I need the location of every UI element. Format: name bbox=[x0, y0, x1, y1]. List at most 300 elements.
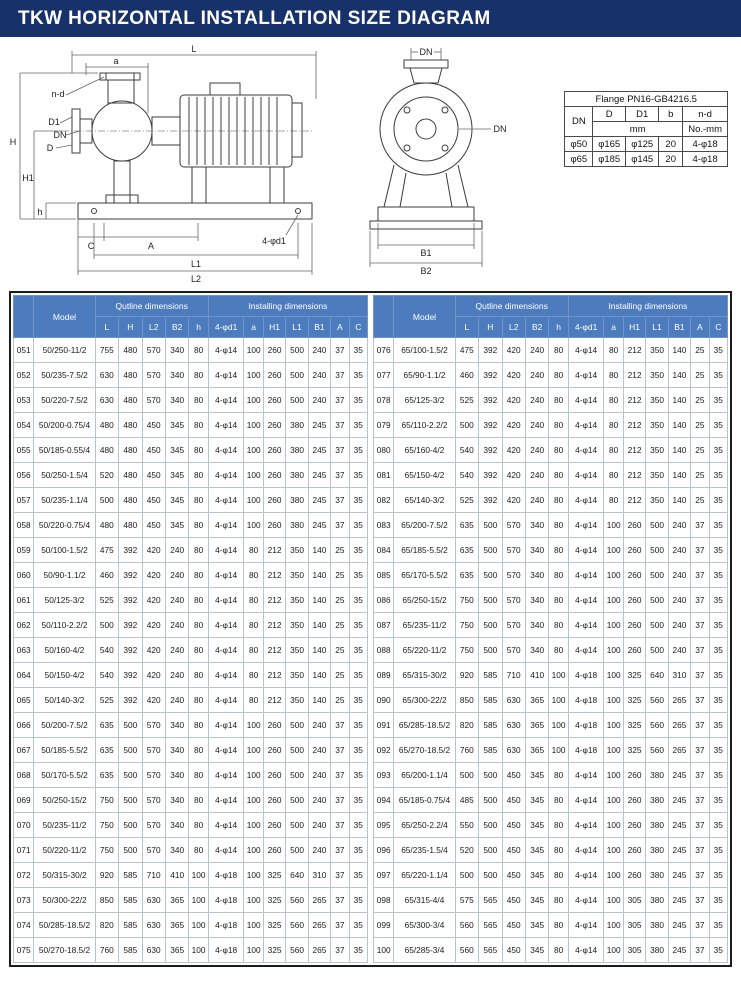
table-cell: 100 bbox=[604, 938, 623, 963]
table-cell: 4-φ18 bbox=[208, 863, 244, 888]
table-cell: 450 bbox=[142, 513, 165, 538]
table-cell: 35 bbox=[349, 938, 367, 963]
table-row bbox=[14, 488, 368, 513]
table-cell: 4-φ14 bbox=[568, 638, 604, 663]
table-cell: 090 bbox=[374, 688, 394, 713]
table-cell: 260 bbox=[263, 838, 285, 863]
table-cell: 20 bbox=[659, 137, 683, 152]
table-row bbox=[374, 738, 728, 763]
table-cell: 245 bbox=[668, 863, 690, 888]
dim-label-D: D bbox=[46, 143, 54, 153]
table-cell: 100 bbox=[244, 488, 263, 513]
table-cell: 500 bbox=[286, 813, 308, 838]
table-cell: 80 bbox=[189, 688, 208, 713]
table-cell: 65/185-5.5/2 bbox=[394, 538, 455, 563]
table-cell: 345 bbox=[525, 813, 548, 838]
table-cell: 240 bbox=[525, 438, 548, 463]
table-row bbox=[14, 713, 368, 738]
table-cell: 480 bbox=[119, 513, 142, 538]
col-header-B1: B1 bbox=[668, 317, 690, 338]
table-cell: 635 bbox=[455, 563, 478, 588]
table-cell: 099 bbox=[374, 913, 394, 938]
table-cell: 560 bbox=[286, 888, 308, 913]
table-cell: 4-φ14 bbox=[208, 588, 244, 613]
table-cell: 4-φ14 bbox=[568, 563, 604, 588]
table-cell: 37 bbox=[331, 788, 349, 813]
table-cell: 65/200-7.5/2 bbox=[394, 513, 455, 538]
table-cell: 635 bbox=[95, 763, 118, 788]
table-cell: 392 bbox=[119, 688, 142, 713]
table-cell: 570 bbox=[502, 613, 525, 638]
table-cell: 350 bbox=[286, 688, 308, 713]
table-cell: 4-φ14 bbox=[208, 688, 244, 713]
table-cell: 540 bbox=[455, 438, 478, 463]
table-cell: 65/185-0.75/4 bbox=[394, 788, 455, 813]
table-row bbox=[14, 838, 368, 863]
table-row bbox=[374, 463, 728, 488]
table-cell: 750 bbox=[95, 813, 118, 838]
table-cell: 50/90-1.1/2 bbox=[34, 563, 95, 588]
table-cell: 240 bbox=[308, 763, 330, 788]
table-cell: 35 bbox=[349, 388, 367, 413]
table-cell: 260 bbox=[263, 513, 285, 538]
table-cell: 500 bbox=[286, 838, 308, 863]
table-cell: 066 bbox=[14, 713, 34, 738]
table-cell: 260 bbox=[263, 788, 285, 813]
table-cell: 392 bbox=[479, 388, 502, 413]
col-header-L2: L2 bbox=[502, 317, 525, 338]
table-cell: 500 bbox=[119, 763, 142, 788]
table-row bbox=[14, 538, 368, 563]
table-cell: 140 bbox=[668, 388, 690, 413]
table-cell: 4-φ14 bbox=[568, 613, 604, 638]
table-cell: 240 bbox=[165, 538, 188, 563]
col-header-a: a bbox=[244, 317, 263, 338]
table-cell: 480 bbox=[119, 488, 142, 513]
table-cell: 345 bbox=[165, 413, 188, 438]
size-table-left-body bbox=[14, 338, 368, 963]
col-header-4-d1: 4-φd1 bbox=[208, 317, 244, 338]
table-cell: 088 bbox=[374, 638, 394, 663]
table-cell: 350 bbox=[646, 338, 668, 363]
table-cell: 091 bbox=[374, 713, 394, 738]
table-cell: 35 bbox=[709, 838, 727, 863]
table-row bbox=[14, 463, 368, 488]
table-cell: 570 bbox=[142, 813, 165, 838]
table-cell: 850 bbox=[95, 888, 118, 913]
table-cell: 4-φ14 bbox=[208, 338, 244, 363]
table-cell: 245 bbox=[308, 513, 330, 538]
table-cell: 240 bbox=[308, 788, 330, 813]
table-cell: 260 bbox=[263, 813, 285, 838]
table-cell: 212 bbox=[263, 613, 285, 638]
table-cell: 072 bbox=[14, 863, 34, 888]
table-cell: 35 bbox=[709, 413, 727, 438]
col-header-L1: L1 bbox=[286, 317, 308, 338]
table-cell: φ185 bbox=[593, 152, 626, 167]
table-cell: 450 bbox=[142, 488, 165, 513]
table-cell: 35 bbox=[709, 363, 727, 388]
table-cell: 310 bbox=[308, 863, 330, 888]
table-cell: 260 bbox=[263, 488, 285, 513]
table-row bbox=[374, 538, 728, 563]
table-cell: 80 bbox=[189, 413, 208, 438]
table-cell: 340 bbox=[525, 638, 548, 663]
table-cell: 392 bbox=[119, 563, 142, 588]
table-cell: 640 bbox=[646, 663, 668, 688]
table-cell: 65/160-4/2 bbox=[394, 438, 455, 463]
flange-unit-nomm: No.-mm bbox=[683, 122, 728, 137]
table-cell: 750 bbox=[95, 788, 118, 813]
table-cell: 260 bbox=[623, 538, 645, 563]
table-cell: 37 bbox=[691, 638, 709, 663]
table-cell: 80 bbox=[549, 813, 568, 838]
dim-label-DN-side: DN bbox=[493, 124, 507, 134]
table-cell: 240 bbox=[525, 413, 548, 438]
table-cell: 245 bbox=[668, 813, 690, 838]
table-cell: 392 bbox=[119, 663, 142, 688]
table-cell: 4-φ14 bbox=[208, 488, 244, 513]
table-cell: 212 bbox=[623, 438, 645, 463]
table-cell: 260 bbox=[623, 613, 645, 638]
table-cell: 80 bbox=[549, 888, 568, 913]
table-cell: 100 bbox=[244, 363, 263, 388]
table-row bbox=[14, 788, 368, 813]
table-cell: 140 bbox=[668, 413, 690, 438]
table-row bbox=[14, 738, 368, 763]
table-cell: 420 bbox=[502, 338, 525, 363]
table-cell: 260 bbox=[263, 338, 285, 363]
table-cell: 80 bbox=[189, 438, 208, 463]
table-cell: 630 bbox=[142, 913, 165, 938]
table-cell: 4-φ14 bbox=[568, 463, 604, 488]
table-cell: 570 bbox=[502, 513, 525, 538]
table-cell: 420 bbox=[142, 663, 165, 688]
table-row bbox=[14, 888, 368, 913]
table-cell: 35 bbox=[709, 863, 727, 888]
table-cell: 140 bbox=[308, 613, 330, 638]
col-header-L2: L2 bbox=[142, 317, 165, 338]
table-cell: 392 bbox=[479, 338, 502, 363]
table-cell: 260 bbox=[623, 588, 645, 613]
table-cell: 25 bbox=[331, 613, 349, 638]
table-cell: 525 bbox=[455, 388, 478, 413]
table-cell: 585 bbox=[479, 713, 502, 738]
table-cell: φ50 bbox=[565, 137, 593, 152]
dim-label-A: A bbox=[147, 241, 155, 251]
table-cell: 500 bbox=[479, 813, 502, 838]
table-cell: 630 bbox=[502, 688, 525, 713]
table-cell: 305 bbox=[623, 938, 645, 963]
table-cell: 087 bbox=[374, 613, 394, 638]
table-cell: 345 bbox=[525, 913, 548, 938]
table-cell: 500 bbox=[286, 388, 308, 413]
table-cell: 500 bbox=[119, 813, 142, 838]
page-title: TKW HORIZONTAL INSTALLATION SIZE DIAGRAM bbox=[0, 0, 741, 37]
table-cell: 245 bbox=[668, 938, 690, 963]
table-cell: 35 bbox=[709, 388, 727, 413]
table-cell: 560 bbox=[646, 713, 668, 738]
table-cell: 80 bbox=[549, 513, 568, 538]
table-cell: 420 bbox=[142, 538, 165, 563]
table-cell: 245 bbox=[668, 888, 690, 913]
table-cell: 340 bbox=[525, 588, 548, 613]
table-cell: 340 bbox=[165, 388, 188, 413]
table-row bbox=[374, 613, 728, 638]
table-cell: 340 bbox=[165, 788, 188, 813]
table-cell: 50/270-18.5/2 bbox=[34, 938, 95, 963]
table-row bbox=[14, 638, 368, 663]
table-cell: 35 bbox=[349, 713, 367, 738]
table-cell: 420 bbox=[502, 363, 525, 388]
flange-header-row bbox=[565, 107, 728, 122]
table-row bbox=[14, 513, 368, 538]
table-cell: 500 bbox=[455, 863, 478, 888]
table-cell: 100 bbox=[244, 713, 263, 738]
table-cell: 420 bbox=[142, 638, 165, 663]
table-cell: 392 bbox=[479, 438, 502, 463]
table-cell: 35 bbox=[349, 338, 367, 363]
table-cell: 500 bbox=[479, 863, 502, 888]
table-cell: 365 bbox=[525, 713, 548, 738]
table-cell: 4-φ18 bbox=[208, 888, 244, 913]
table-cell: 365 bbox=[525, 738, 548, 763]
table-cell: 35 bbox=[709, 538, 727, 563]
table-cell: 635 bbox=[455, 513, 478, 538]
table-cell: 37 bbox=[331, 913, 349, 938]
dim-label-C: C bbox=[87, 241, 95, 251]
table-cell: 65/250-15/2 bbox=[394, 588, 455, 613]
table-cell: 245 bbox=[308, 413, 330, 438]
table-cell: 35 bbox=[349, 538, 367, 563]
table-cell: φ165 bbox=[593, 137, 626, 152]
table-cell: 265 bbox=[308, 888, 330, 913]
table-cell: 50/235-11/2 bbox=[34, 813, 95, 838]
table-cell: 500 bbox=[479, 588, 502, 613]
table-cell: 550 bbox=[455, 813, 478, 838]
table-cell: 25 bbox=[331, 638, 349, 663]
table-cell: 100 bbox=[549, 738, 568, 763]
table-row bbox=[374, 913, 728, 938]
table-cell: 4-φ14 bbox=[208, 838, 244, 863]
table-cell: 4-φ14 bbox=[208, 563, 244, 588]
index-column-header bbox=[14, 296, 34, 338]
table-cell: 560 bbox=[646, 738, 668, 763]
table-cell: 100 bbox=[604, 663, 623, 688]
table-row bbox=[374, 338, 728, 363]
table-cell: 345 bbox=[165, 438, 188, 463]
table-cell: 325 bbox=[263, 913, 285, 938]
table-cell: 093 bbox=[374, 763, 394, 788]
table-row bbox=[374, 488, 728, 513]
table-cell: 80 bbox=[549, 463, 568, 488]
table-cell: 37 bbox=[331, 763, 349, 788]
table-row bbox=[374, 513, 728, 538]
table-cell: 245 bbox=[308, 488, 330, 513]
table-cell: 65/220-11/2 bbox=[394, 638, 455, 663]
table-cell: 265 bbox=[668, 688, 690, 713]
table-cell: 35 bbox=[709, 438, 727, 463]
table-cell: 240 bbox=[308, 363, 330, 388]
table-cell: 25 bbox=[331, 538, 349, 563]
table-cell: 80 bbox=[189, 538, 208, 563]
table-cell: 4-φ14 bbox=[568, 588, 604, 613]
table-row bbox=[14, 613, 368, 638]
table-cell: 4-φ14 bbox=[568, 338, 604, 363]
model-column-header: Model bbox=[394, 296, 455, 338]
dim-label-DN: DN bbox=[53, 130, 67, 140]
table-cell: 4-φ14 bbox=[568, 363, 604, 388]
col-header-H: H bbox=[119, 317, 142, 338]
table-cell: 4-φ14 bbox=[568, 413, 604, 438]
header-row-groups bbox=[14, 296, 368, 317]
table-cell: 50/100-1.5/2 bbox=[34, 538, 95, 563]
table-cell: 500 bbox=[479, 613, 502, 638]
table-row bbox=[374, 938, 728, 963]
table-cell: 500 bbox=[95, 613, 118, 638]
table-cell: 35 bbox=[709, 888, 727, 913]
table-cell: 585 bbox=[119, 863, 142, 888]
table-row bbox=[374, 813, 728, 838]
table-cell: 100 bbox=[604, 763, 623, 788]
table-cell: 35 bbox=[349, 913, 367, 938]
table-cell: 80 bbox=[189, 713, 208, 738]
table-cell: 80 bbox=[549, 863, 568, 888]
table-cell: 80 bbox=[244, 638, 263, 663]
table-cell: 340 bbox=[165, 813, 188, 838]
table-cell: 37 bbox=[691, 663, 709, 688]
table-cell: 630 bbox=[142, 938, 165, 963]
table-cell: 540 bbox=[95, 663, 118, 688]
table-cell: 100 bbox=[549, 713, 568, 738]
table-cell: 260 bbox=[263, 463, 285, 488]
table-cell: 570 bbox=[142, 338, 165, 363]
table-cell: 100 bbox=[604, 788, 623, 813]
table-cell: 37 bbox=[691, 838, 709, 863]
table-cell: 4-φ14 bbox=[568, 788, 604, 813]
table-cell: 480 bbox=[119, 438, 142, 463]
table-cell: 100 bbox=[604, 888, 623, 913]
table-cell: 500 bbox=[286, 363, 308, 388]
table-cell: 245 bbox=[668, 838, 690, 863]
table-cell: 212 bbox=[623, 463, 645, 488]
table-cell: 4-φ14 bbox=[208, 413, 244, 438]
table-cell: 630 bbox=[95, 388, 118, 413]
table-cell: 80 bbox=[189, 588, 208, 613]
table-cell: 340 bbox=[165, 763, 188, 788]
table-cell: 35 bbox=[349, 688, 367, 713]
table-cell: 80 bbox=[189, 613, 208, 638]
table-cell: 570 bbox=[142, 838, 165, 863]
table-cell: 410 bbox=[525, 663, 548, 688]
table-cell: 80 bbox=[189, 788, 208, 813]
table-cell: 140 bbox=[308, 688, 330, 713]
table-cell: 260 bbox=[623, 513, 645, 538]
table-cell: 25 bbox=[331, 588, 349, 613]
table-cell: 35 bbox=[349, 363, 367, 388]
size-tables-wrap bbox=[9, 291, 732, 967]
table-cell: 100 bbox=[244, 938, 263, 963]
table-cell: 480 bbox=[119, 363, 142, 388]
table-cell: 076 bbox=[374, 338, 394, 363]
table-cell: 80 bbox=[549, 588, 568, 613]
table-cell: 380 bbox=[286, 488, 308, 513]
table-cell: 4-φ14 bbox=[208, 813, 244, 838]
table-cell: 80 bbox=[189, 338, 208, 363]
table-cell: 260 bbox=[623, 838, 645, 863]
table-cell: 475 bbox=[455, 338, 478, 363]
table-cell: 20 bbox=[659, 152, 683, 167]
table-cell: 35 bbox=[349, 413, 367, 438]
table-cell: 80 bbox=[604, 338, 623, 363]
table-cell: 140 bbox=[308, 663, 330, 688]
table-cell: 340 bbox=[165, 838, 188, 863]
table-cell: 260 bbox=[623, 563, 645, 588]
table-cell: 345 bbox=[525, 888, 548, 913]
table-cell: 450 bbox=[502, 813, 525, 838]
table-row bbox=[14, 813, 368, 838]
table-cell: 585 bbox=[479, 688, 502, 713]
table-cell: 240 bbox=[308, 838, 330, 863]
table-cell: 4-φ18 bbox=[568, 663, 604, 688]
table-cell: 565 bbox=[479, 913, 502, 938]
table-cell: 750 bbox=[95, 838, 118, 863]
dim-label-a: a bbox=[113, 56, 119, 66]
table-cell: 35 bbox=[709, 638, 727, 663]
table-row bbox=[14, 413, 368, 438]
table-row bbox=[14, 938, 368, 963]
table-cell: 25 bbox=[691, 463, 709, 488]
table-cell: 392 bbox=[119, 538, 142, 563]
table-cell: 075 bbox=[14, 938, 34, 963]
table-cell: 50/125-3/2 bbox=[34, 588, 95, 613]
table-cell: 80 bbox=[189, 763, 208, 788]
dim-label-L2: L2 bbox=[190, 274, 202, 283]
table-cell: 35 bbox=[709, 563, 727, 588]
table-cell: 850 bbox=[455, 688, 478, 713]
table-row bbox=[374, 763, 728, 788]
table-cell: 420 bbox=[502, 388, 525, 413]
table-cell: 450 bbox=[502, 913, 525, 938]
table-cell: 240 bbox=[308, 738, 330, 763]
flange-title-row bbox=[565, 92, 728, 107]
table-cell: 37 bbox=[331, 438, 349, 463]
table-cell: 65/150-4/2 bbox=[394, 463, 455, 488]
table-cell: 80 bbox=[549, 563, 568, 588]
col-header-H1: H1 bbox=[263, 317, 285, 338]
table-cell: 65/250-2.2/4 bbox=[394, 813, 455, 838]
table-cell: 80 bbox=[604, 463, 623, 488]
table-cell: 070 bbox=[14, 813, 34, 838]
table-cell: 37 bbox=[331, 738, 349, 763]
table-cell: 085 bbox=[374, 563, 394, 588]
table-cell: 35 bbox=[349, 488, 367, 513]
table-cell: 80 bbox=[189, 563, 208, 588]
table-cell: 80 bbox=[189, 488, 208, 513]
table-cell: 325 bbox=[263, 938, 285, 963]
table-cell: 365 bbox=[525, 688, 548, 713]
table-cell: 710 bbox=[502, 663, 525, 688]
table-cell: 37 bbox=[331, 813, 349, 838]
table-cell: 380 bbox=[286, 513, 308, 538]
table-row bbox=[14, 588, 368, 613]
table-cell: 500 bbox=[119, 713, 142, 738]
table-cell: 560 bbox=[286, 913, 308, 938]
table-cell: 25 bbox=[691, 488, 709, 513]
table-cell: 35 bbox=[709, 788, 727, 813]
table-cell: φ65 bbox=[565, 152, 593, 167]
table-cell: 4-φ14 bbox=[208, 613, 244, 638]
